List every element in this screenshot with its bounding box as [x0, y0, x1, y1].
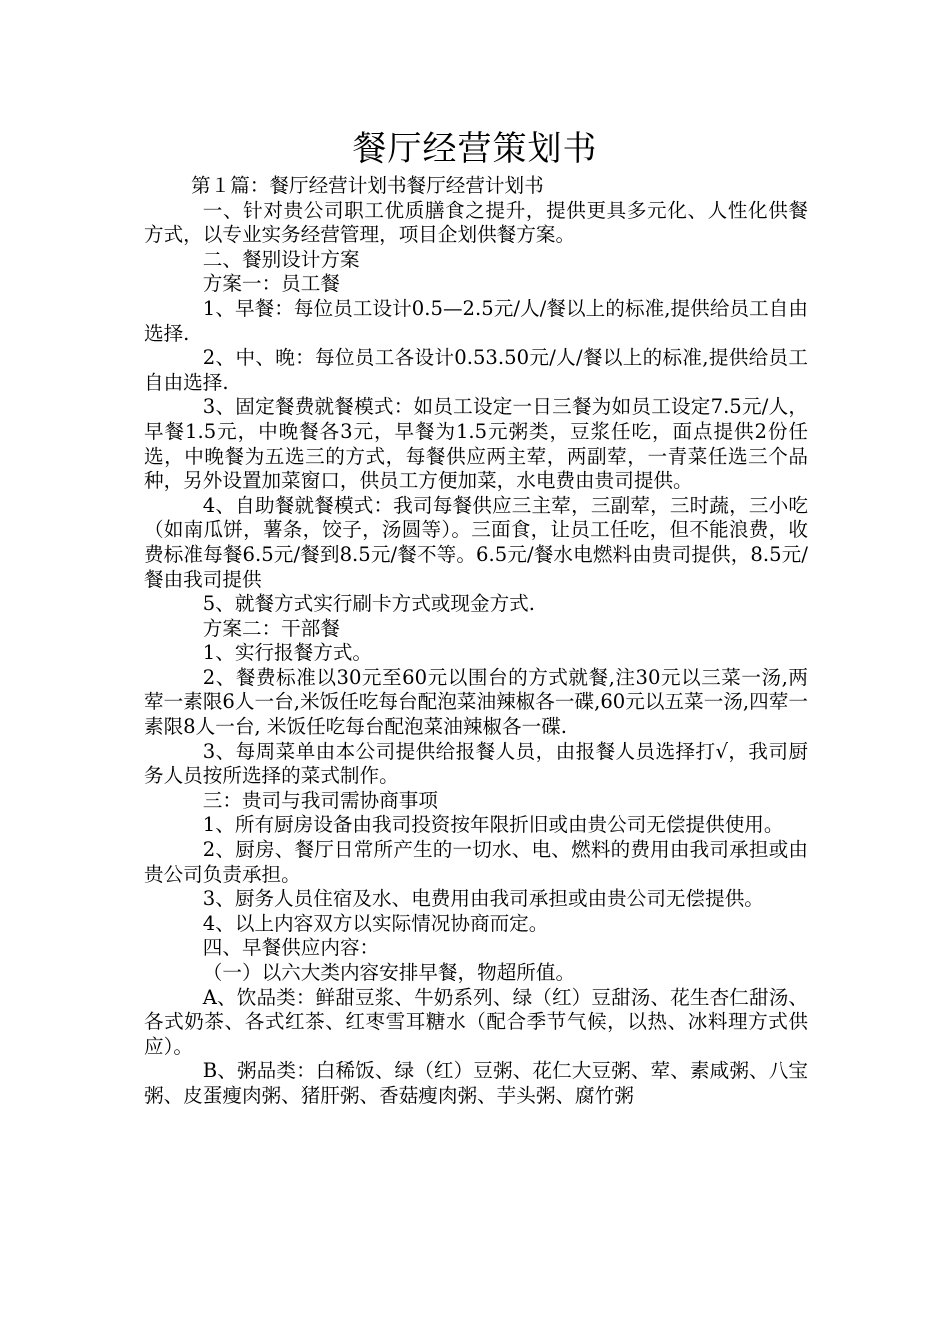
- paragraph: 1、实行报餐方式。: [202, 641, 373, 665]
- paragraph-heading: 第１篇：餐厅经营计划书餐厅经营计划书: [191, 174, 544, 197]
- paragraph: 2、中、晚：每位员工各设计0.53.50元/人/餐以上的标准,提供给员工自由选择.: [144, 346, 808, 394]
- paragraph: 四、早餐供应内容：: [202, 936, 380, 960]
- paragraph: 5、就餐方式实行刷卡方式或现金方式.: [202, 592, 535, 616]
- paragraph: 3、厨务人员住宿及水、电费用由我司承担或由贵公司无偿提供。: [202, 887, 764, 911]
- paragraph: 三：贵司与我司需协商事项: [202, 788, 438, 812]
- paragraph: A、饮品类：鲜甜豆浆、牛奶系列、绿（红）豆甜汤、花生杏仁甜汤、各式奶茶、各式红茶、红枣雪耳糖水（配合季节气候，以热、冰料理方式供应）。: [144, 985, 808, 1058]
- paragraph: 方案一：员工餐: [202, 272, 340, 296]
- document-title: 餐厅经营策划书: [352, 129, 598, 169]
- paragraph: 2、厨房、餐厅日常所产生的一切水、电、燃料的费用由我司承担或由贵公司负责承担。: [144, 838, 808, 886]
- paragraph: 2、餐费标准以30元至60元以围台的方式就餐,注30元以三菜一汤,两荤一素限6人一台,米饭任吃每台配泡菜油辣椒各一碟,60元以五菜一汤,四荤一素限8人一台, 米饭任吃每台配泡菜油辣椒各一碟.: [144, 665, 809, 739]
- paragraph: （一）以六大类内容安排早餐，物超所值。: [202, 961, 576, 984]
- document-body: [144, 174, 808, 1109]
- paragraph: 1、所有厨房设备由我司投资按年限折旧或由贵公司无偿提供使用。: [202, 813, 784, 837]
- paragraph: 方案二：干部餐: [202, 616, 340, 640]
- paragraph: 4、以上内容双方以实际情况协商而定。: [202, 911, 549, 935]
- paragraph: 3、每周菜单由本公司提供给报餐人员，由报餐人员选择打√，我司厨务人员按所选择的菜式制作。: [144, 739, 808, 788]
- paragraph: 3、固定餐费就餐模式：如员工设定一日三餐为如员工设定7.5元/人，早餐1.5元，中晚餐各3元，早餐为1.5元粥类，豆浆任吃，面点提供2份任选，中晚餐为五选三的方式，每餐供应两主荤，两副荤，一青菜任选三个品种，另外设置加菜窗口，供员工方便加菜，水电费由贵司提供。: [144, 395, 808, 493]
- paragraph: 二、餐别设计方案: [202, 247, 360, 271]
- paragraph: 一、针对贵公司职工优质膳食之提升，提供更具多元化、人性化供餐方式，以专业实务经营管理，项目企划供餐方案。: [144, 198, 808, 247]
- paragraph: 1、早餐：每位员工设计0.5—2.5元/人/餐以上的标准,提供给员工自由选择.: [144, 296, 808, 345]
- paragraph: B、粥品类：白稀饭、绿（红）豆粥、花仁大豆粥、荤、素咸粥、八宝粥、皮蛋瘦肉粥、猪肝粥、香菇瘦肉粥、芋头粥、腐竹粥: [144, 1059, 808, 1107]
- paragraph: 4、自助餐就餐模式：我司每餐供应三主荤，三副荤，三时蔬，三小吃（如南瓜饼，薯条，饺子，汤圆等）。三面食，让员工任吃，但不能浪费，收费标准每餐6.5元/餐到8.5元/餐不等。6.5元/餐水电燃料由贵司提供，8.5元/餐由我司提供: [144, 493, 808, 591]
